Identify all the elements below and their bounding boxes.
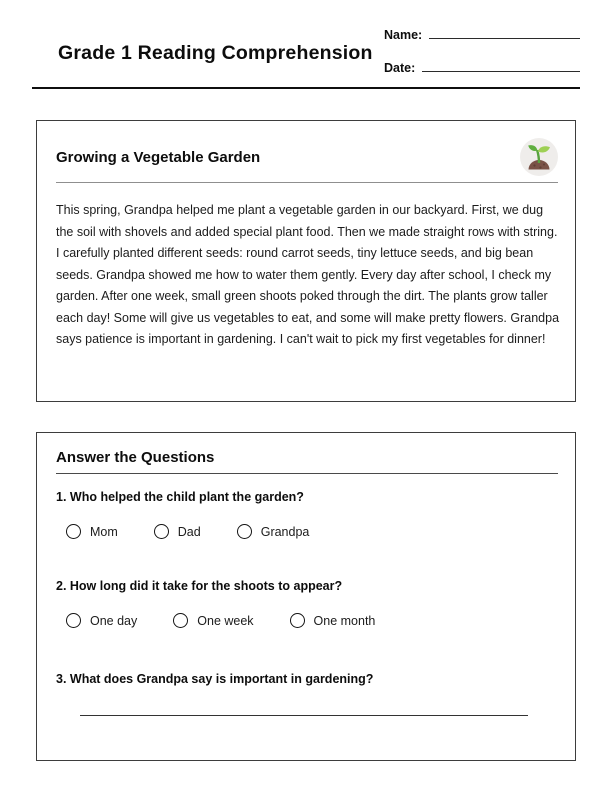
- name-field: [384, 26, 580, 42]
- question-3: [56, 671, 558, 716]
- questions-title: Answer the Questions: [56, 449, 215, 466]
- questions-title-divider: [56, 473, 558, 474]
- passage-header: [56, 137, 558, 177]
- header: [32, 26, 580, 92]
- questions-section: [36, 432, 576, 761]
- passage-title-divider: [56, 182, 558, 183]
- option-one-month[interactable]: [290, 613, 376, 628]
- option-label: One week: [197, 613, 254, 628]
- question-1-options: [66, 523, 558, 540]
- question-2: [56, 578, 558, 629]
- question-3-answer-line[interactable]: [80, 715, 528, 716]
- option-label: One day: [90, 613, 138, 628]
- radio-button-icon[interactable]: [237, 524, 252, 539]
- option-label: Grandpa: [260, 524, 310, 539]
- page-title: Grade 1 Reading Comprehension: [58, 42, 373, 64]
- option-label: Mom: [90, 524, 118, 539]
- question-3-label: 3. What does Grandpa say is important in gardening?: [56, 672, 374, 686]
- option-grandpa[interactable]: [237, 524, 310, 539]
- option-mom[interactable]: [66, 524, 118, 539]
- passage-section: [36, 120, 576, 402]
- option-dad[interactable]: [154, 524, 201, 539]
- option-label: One month: [313, 613, 376, 628]
- question-1-label: 1. Who helped the child plant the garden?: [56, 490, 304, 504]
- date-label: Date:: [384, 61, 416, 75]
- option-one-week[interactable]: [173, 613, 253, 628]
- seedling-icon: [520, 138, 558, 176]
- question-2-options: [66, 612, 558, 629]
- option-one-day[interactable]: [66, 613, 137, 628]
- name-date-fields: [384, 26, 580, 92]
- question-1: [56, 489, 558, 540]
- date-input-line[interactable]: [422, 71, 580, 72]
- name-label: Name:: [384, 28, 423, 42]
- passage-text: This spring, Grandpa helped me plant a vegetable garden in our backyard. First, we dug the soil with shovels and added special plant food. Then we made straight rows with string. I carefully planted different seeds: round carrot seeds, tiny lettuce seeds, and big bean seeds. Grandpa showed me how to water them gently. Every day after school, I check my garden. After one week, small green shoots poked through the dirt. The plants grow taller each day! Some will give us vegetables to eat, and some will make pretty flowers. Grandpa says patience is important in gardening. I can't wait to pick my first vegetables for dinner!: [56, 203, 560, 346]
- radio-button-icon[interactable]: [154, 524, 169, 539]
- passage-title: Growing a Vegetable Garden: [56, 148, 261, 166]
- question-2-label: 2. How long did it take for the shoots to appear?: [56, 579, 343, 593]
- radio-button-icon[interactable]: [66, 613, 81, 628]
- radio-button-icon[interactable]: [173, 613, 188, 628]
- header-divider: [32, 87, 580, 89]
- radio-button-icon[interactable]: [290, 613, 305, 628]
- date-field: [384, 59, 580, 75]
- option-label: Dad: [177, 524, 201, 539]
- radio-button-icon[interactable]: [66, 524, 81, 539]
- name-input-line[interactable]: [429, 38, 580, 39]
